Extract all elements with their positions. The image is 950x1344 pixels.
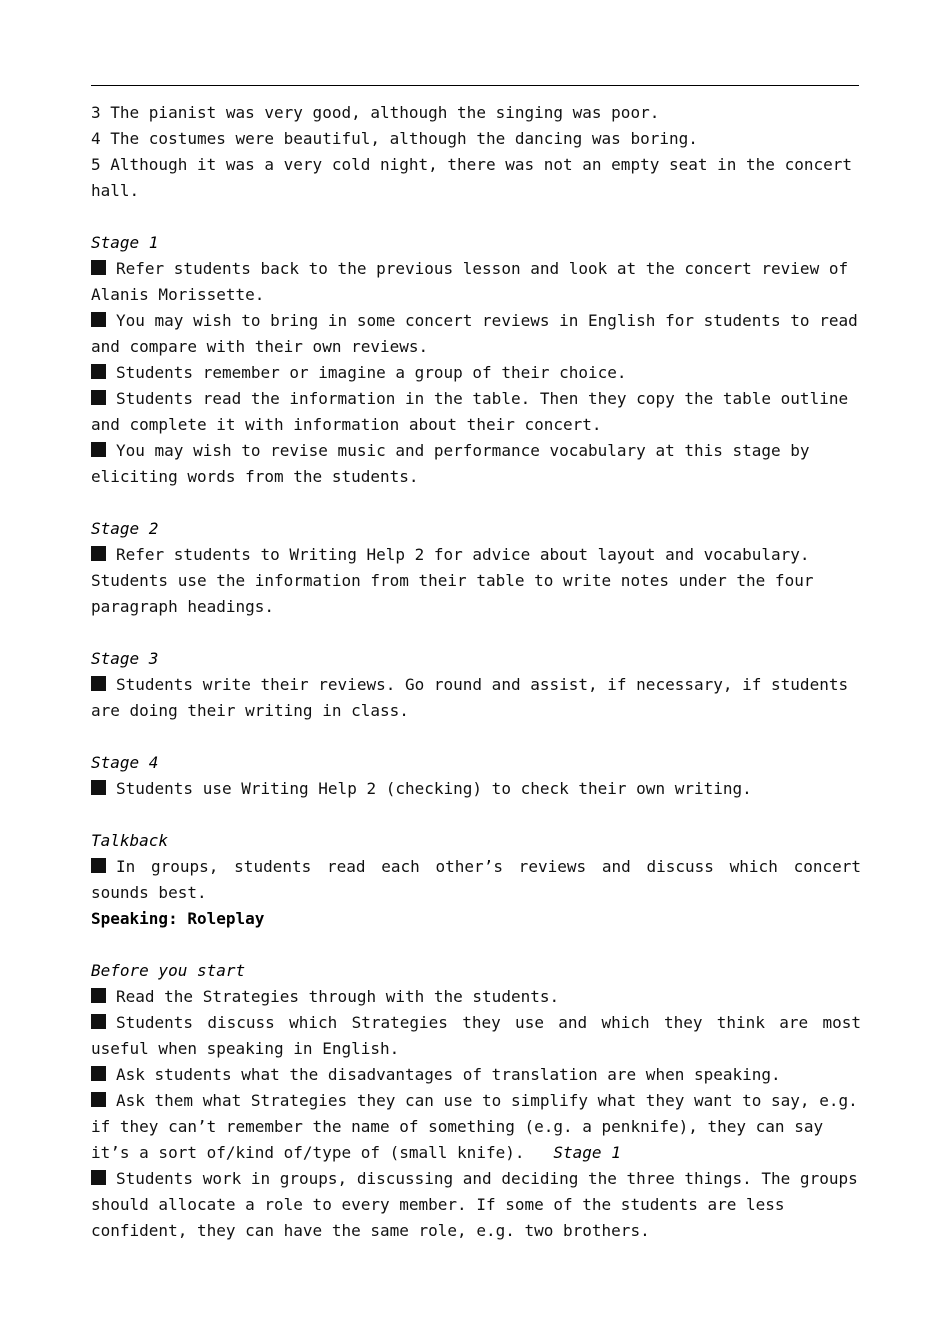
stage-2-heading: Stage 2 xyxy=(91,519,159,538)
square-bullet-icon xyxy=(91,312,106,327)
inline-stage-1-heading: Stage 1 xyxy=(553,1143,621,1162)
talkback-heading: Talkback xyxy=(91,831,169,850)
square-bullet-icon xyxy=(91,390,106,405)
text-line: if they can’t remember the name of something (e.g. a penknife), they can say xyxy=(91,1117,824,1136)
text-line: sounds best. xyxy=(91,883,207,902)
text-line: useful when speaking in English. xyxy=(91,1039,400,1058)
text-line: Alanis Morissette. xyxy=(91,285,265,304)
text-line: and compare with their own reviews. xyxy=(91,337,429,356)
square-bullet-icon xyxy=(91,1066,106,1081)
bullet-line: Ask students what the disadvantages of translation are when speaking. xyxy=(91,1062,861,1088)
square-bullet-icon xyxy=(91,364,106,379)
text-line: 3 The pianist was very good, although the singing was poor. xyxy=(91,103,660,122)
bullet-line: Students work in groups, discussing and deciding the three things. The groups xyxy=(91,1166,861,1192)
square-bullet-icon xyxy=(91,1170,106,1185)
bullet-line: Read the Strategies through with the students. xyxy=(91,984,861,1010)
bullet-line: Ask them what Strategies they can use to simplify what they want to say, e.g. xyxy=(91,1088,861,1114)
text-line: confident, they can have the same role, e.g. two brothers. xyxy=(91,1221,650,1240)
stage-4-heading: Stage 4 xyxy=(91,753,159,772)
square-bullet-icon xyxy=(91,442,106,457)
text-line: Students use the information from their table to write notes under the four xyxy=(91,571,814,590)
square-bullet-icon xyxy=(91,988,106,1003)
header-rule xyxy=(91,85,859,86)
stage-3-heading: Stage 3 xyxy=(91,649,159,668)
bullet-line: Refer students back to the previous lesson and look at the concert review of xyxy=(91,256,861,282)
text-line: and complete it with information about their concert. xyxy=(91,415,602,434)
bullet-line: Students discuss which Strategies they use and which they think are most xyxy=(91,1010,861,1036)
text-line: are doing their writing in class. xyxy=(91,701,409,720)
text-line: should allocate a role to every member. If some of the students are less xyxy=(91,1195,785,1214)
square-bullet-icon xyxy=(91,676,106,691)
text-line: it’s a sort of/kind of/type of (small knife). Stage 1 xyxy=(91,1143,621,1162)
text-line: 4 The costumes were beautiful, although the dancing was boring. xyxy=(91,129,698,148)
square-bullet-icon xyxy=(91,260,106,275)
speaking-roleplay-heading: Speaking: Roleplay xyxy=(91,909,265,928)
text-line: eliciting words from the students. xyxy=(91,467,419,486)
bullet-line: Students read the information in the table. Then they copy the table outline xyxy=(91,386,861,412)
bullet-line: You may wish to revise music and performance vocabulary at this stage by xyxy=(91,438,861,464)
text-line: 5 Although it was a very cold night, there was not an empty seat in the concert xyxy=(91,155,852,174)
square-bullet-icon xyxy=(91,546,106,561)
square-bullet-icon xyxy=(91,1092,106,1107)
bullet-line: Students use Writing Help 2 (checking) to check their own writing. xyxy=(91,776,861,802)
square-bullet-icon xyxy=(91,858,106,873)
square-bullet-icon xyxy=(91,780,106,795)
before-you-start-heading: Before you start xyxy=(91,961,246,980)
bullet-line: Students write their reviews. Go round and assist, if necessary, if students xyxy=(91,672,861,698)
text-line: paragraph headings. xyxy=(91,597,275,616)
bullet-line: Students remember or imagine a group of their choice. xyxy=(91,360,861,386)
stage-1-heading: Stage 1 xyxy=(91,233,159,252)
bullet-line: You may wish to bring in some concert reviews in English for students to read xyxy=(91,308,861,334)
text-line: hall. xyxy=(91,181,140,200)
document-body xyxy=(91,100,861,1244)
bullet-line: In groups, students read each other’s reviews and discuss which concert xyxy=(91,854,861,880)
bullet-line: Refer students to Writing Help 2 for advice about layout and vocabulary. xyxy=(91,542,861,568)
square-bullet-icon xyxy=(91,1014,106,1029)
